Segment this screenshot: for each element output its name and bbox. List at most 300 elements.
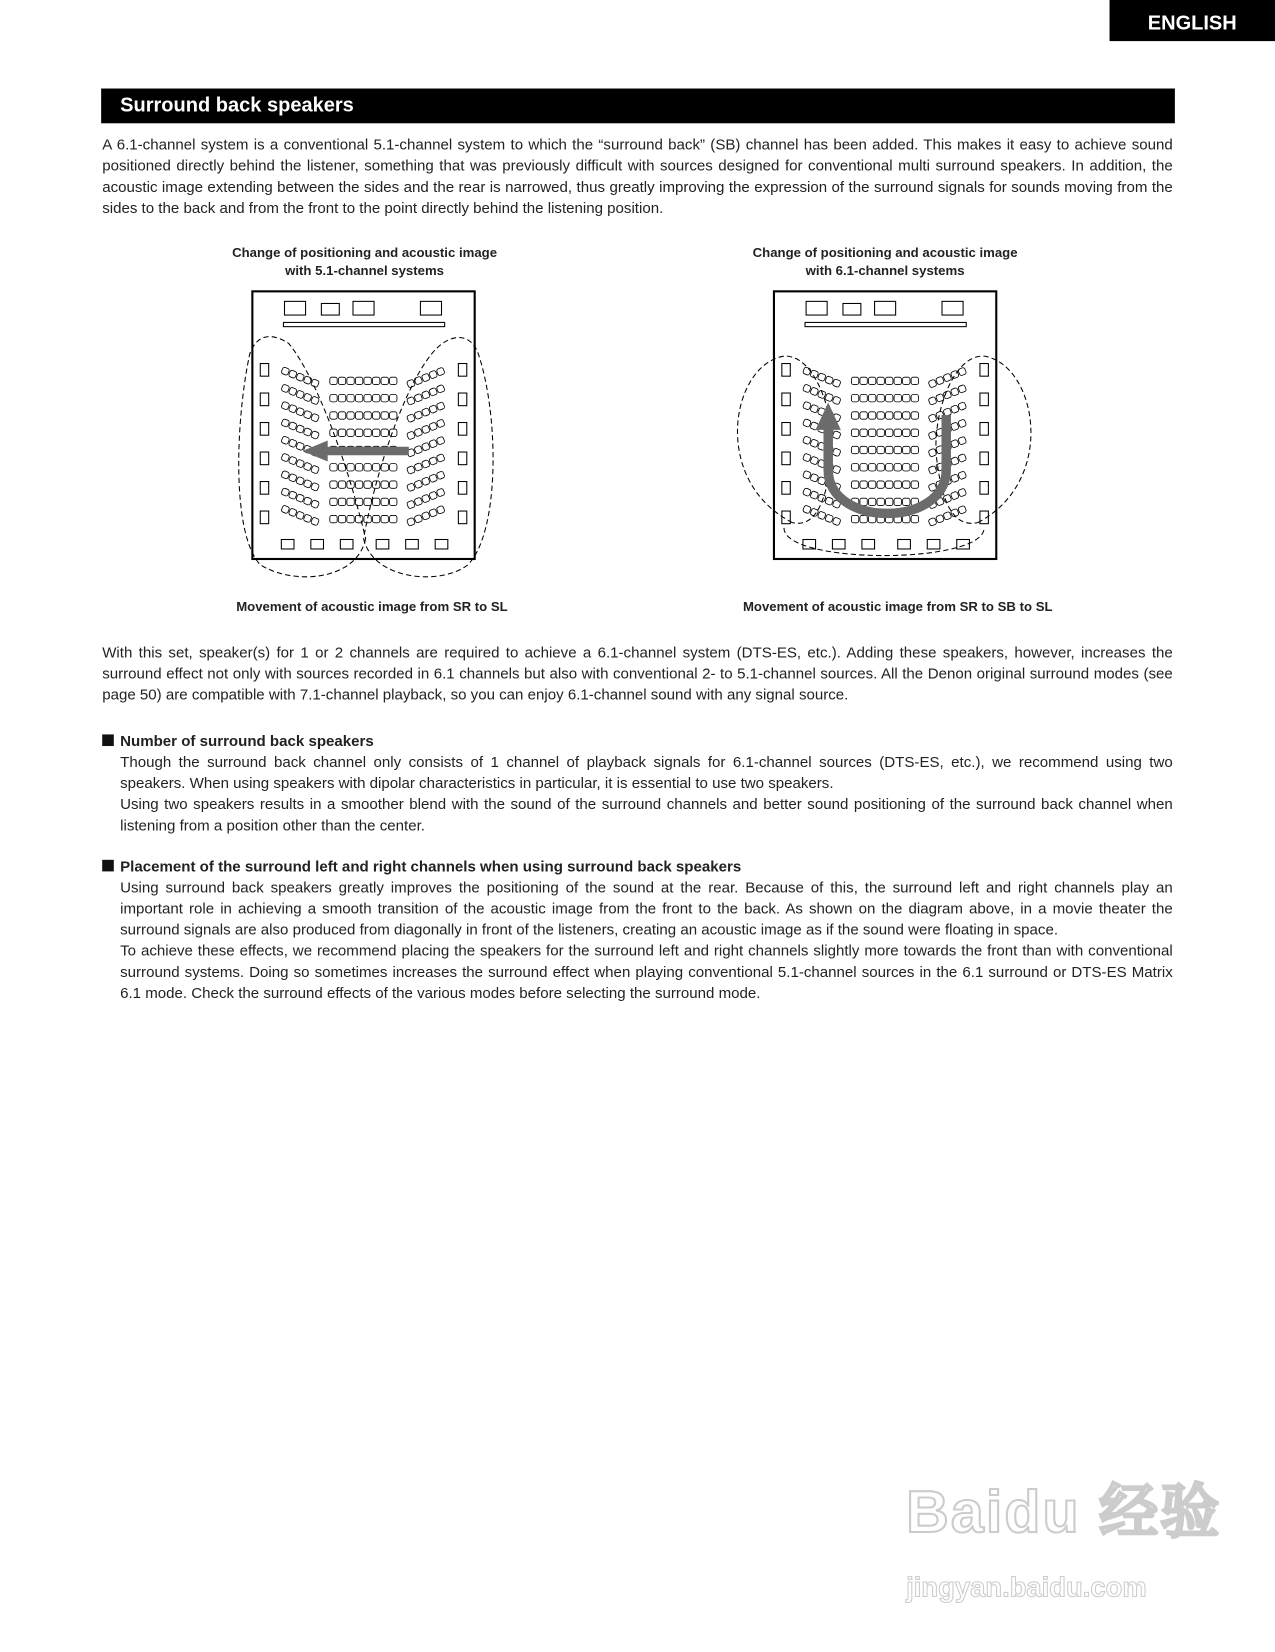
seat-icon bbox=[364, 377, 371, 384]
seat-icon bbox=[281, 367, 290, 376]
surround-left-speaker-icon bbox=[782, 393, 790, 406]
seat-icon bbox=[825, 514, 834, 523]
section-heading-text: Placement of the surround left and right channels when using surround back speakers bbox=[120, 858, 742, 876]
seat-icon bbox=[810, 491, 819, 500]
seat-icon bbox=[288, 439, 297, 448]
seat-icon bbox=[810, 473, 819, 482]
seat-icon bbox=[421, 494, 430, 503]
surround-right-speaker-icon bbox=[980, 482, 988, 495]
surround-left-speaker-icon bbox=[260, 364, 268, 377]
seat-icon bbox=[911, 515, 918, 522]
seat-icon bbox=[851, 395, 858, 402]
seat-icon bbox=[414, 445, 423, 454]
seat-icon bbox=[381, 395, 388, 402]
seat-row-left bbox=[802, 436, 841, 457]
seat-icon bbox=[877, 429, 884, 436]
seat-icon bbox=[296, 425, 305, 434]
seat-icon bbox=[281, 488, 290, 497]
surround-right-speaker-icon bbox=[980, 452, 988, 465]
diagram-caption-51: Movement of acoustic image from SR to SL bbox=[236, 599, 508, 615]
seat-row-left bbox=[281, 401, 320, 422]
seat-icon bbox=[894, 464, 901, 471]
surround-right-speaker-icon bbox=[458, 423, 466, 436]
seat-icon bbox=[877, 481, 884, 488]
seat-icon bbox=[958, 419, 967, 428]
seat-icon bbox=[903, 498, 910, 505]
seat-icon bbox=[911, 446, 918, 453]
seat-icon bbox=[903, 429, 910, 436]
seat-icon bbox=[381, 412, 388, 419]
seat-icon bbox=[372, 395, 379, 402]
seat-icon bbox=[390, 481, 397, 488]
seat-icon bbox=[355, 412, 362, 419]
seat-icon bbox=[364, 395, 371, 402]
diagram-title-line: with 6.1-channel systems bbox=[805, 263, 965, 279]
seat-icon bbox=[347, 429, 354, 436]
seat-icon bbox=[851, 377, 858, 384]
seat-icon bbox=[303, 393, 312, 402]
seat-icon bbox=[406, 483, 415, 492]
seat-icon bbox=[311, 431, 320, 440]
seat-icon bbox=[825, 376, 834, 385]
screen bbox=[283, 322, 444, 326]
seat-icon bbox=[903, 377, 910, 384]
seat-icon bbox=[288, 422, 297, 431]
seat-row-left bbox=[281, 367, 320, 388]
seat-icon bbox=[868, 498, 875, 505]
seat-icon bbox=[886, 412, 893, 419]
front-speaker-icon bbox=[843, 303, 861, 315]
surround-left-speaker-icon bbox=[260, 423, 268, 436]
surround-right-speaker-icon bbox=[980, 393, 988, 406]
seat-icon bbox=[390, 498, 397, 505]
intro-paragraph bbox=[102, 135, 1173, 219]
seat-icon bbox=[810, 404, 819, 413]
front-speaker-icon bbox=[321, 303, 339, 315]
seat-icon bbox=[390, 412, 397, 419]
seat-icon bbox=[338, 429, 345, 436]
seat-icon bbox=[338, 515, 345, 522]
rear-speaker-icon bbox=[927, 539, 940, 548]
seat-icon bbox=[911, 464, 918, 471]
seat-icon bbox=[296, 442, 305, 451]
seat-icon bbox=[347, 464, 354, 471]
seat-icon bbox=[355, 395, 362, 402]
seat-icon bbox=[894, 412, 901, 419]
seat-icon bbox=[928, 466, 937, 475]
seat-icon bbox=[877, 412, 884, 419]
rear-speaker-icon bbox=[957, 539, 970, 548]
seat-icon bbox=[281, 453, 290, 462]
seat-icon bbox=[414, 428, 423, 437]
seat-icon bbox=[347, 395, 354, 402]
seat-icon bbox=[802, 505, 811, 514]
seat-icon bbox=[406, 431, 415, 440]
seat-icon bbox=[288, 404, 297, 413]
seat-icon bbox=[950, 422, 959, 431]
seat-icon bbox=[851, 481, 858, 488]
seat-icon bbox=[886, 464, 893, 471]
seat-icon bbox=[810, 456, 819, 465]
seat-icon bbox=[296, 494, 305, 503]
seat-icon bbox=[851, 429, 858, 436]
seat-icon bbox=[851, 446, 858, 453]
seat-row-right bbox=[928, 367, 967, 388]
seat-icon bbox=[436, 505, 445, 514]
seat-icon bbox=[421, 460, 430, 469]
seat-icon bbox=[802, 419, 811, 428]
seat-icon bbox=[868, 481, 875, 488]
section-paragraph: To achieve these effects, we recommend placing the speakers for the surround left and right channels slightly more towards the front than with conventional surround systems. Doing so sometimes increases the surround effect when playing conventional 5.1-channel sources in the 6.1 surround or DTS-ES Matrix 6.1 mode. Check the surround effects of the various modes before selecting the surround mode. bbox=[120, 943, 1173, 1003]
seat-icon bbox=[958, 488, 967, 497]
seat-icon bbox=[338, 377, 345, 384]
seat-icon bbox=[894, 446, 901, 453]
seat-icon bbox=[381, 429, 388, 436]
seat-icon bbox=[421, 425, 430, 434]
seat-icon bbox=[911, 377, 918, 384]
seat-row-right bbox=[928, 505, 967, 526]
seat-icon bbox=[436, 488, 445, 497]
seat-icon bbox=[802, 384, 811, 393]
seat-icon bbox=[381, 515, 388, 522]
section-paragraph: Though the surround back channel only consists of 1 channel of playback signals for 6.1-channel sources (DTS-ES, etc.), we recommend using two speakers. When using speakers with dipolar characteristics in particular, it is essential to use two speakers. bbox=[120, 754, 1173, 793]
seat-icon bbox=[958, 436, 967, 445]
seat-icon bbox=[943, 390, 952, 399]
seat-icon bbox=[832, 396, 841, 405]
seat-icon bbox=[372, 515, 379, 522]
seat-icon bbox=[958, 454, 967, 463]
seat-icon bbox=[288, 456, 297, 465]
seat-icon bbox=[281, 470, 290, 479]
seat-icon bbox=[886, 446, 893, 453]
seat-row-right bbox=[406, 402, 445, 423]
seat-icon bbox=[364, 412, 371, 419]
surround-left-speaker-icon bbox=[260, 511, 268, 524]
square-bullet-icon bbox=[102, 734, 114, 746]
seat-icon bbox=[886, 481, 893, 488]
seat-icon bbox=[802, 470, 811, 479]
surround-right-speaker-icon bbox=[980, 364, 988, 377]
seat-icon bbox=[868, 446, 875, 453]
seat-icon bbox=[868, 464, 875, 471]
seat-icon bbox=[303, 462, 312, 471]
seat-icon bbox=[330, 498, 337, 505]
seat-icon bbox=[436, 384, 445, 393]
seat-icon bbox=[429, 439, 438, 448]
seat-icon bbox=[296, 511, 305, 520]
seat-icon bbox=[868, 429, 875, 436]
section-heading bbox=[102, 857, 1173, 878]
seat-icon bbox=[877, 446, 884, 453]
rear-speaker-icon bbox=[376, 539, 389, 548]
seat-row-left bbox=[281, 384, 320, 405]
front-speaker-icon bbox=[806, 301, 827, 315]
seat-row-right bbox=[406, 367, 445, 388]
diagrams-area bbox=[102, 244, 1173, 619]
seat-icon bbox=[421, 390, 430, 399]
seat-icon bbox=[414, 463, 423, 472]
seat-icon bbox=[296, 373, 305, 382]
paragraph-2 bbox=[102, 643, 1173, 706]
seat-icon bbox=[911, 481, 918, 488]
seat-icon bbox=[372, 412, 379, 419]
rear-speaker-icon bbox=[281, 539, 294, 548]
seat-icon bbox=[886, 377, 893, 384]
seat-icon bbox=[421, 477, 430, 486]
diagram-caption-61: Movement of acoustic image from SR to SB to SL bbox=[742, 599, 1053, 615]
seat-row-right bbox=[406, 471, 445, 492]
seat-icon bbox=[810, 387, 819, 396]
seat-icon bbox=[406, 517, 415, 526]
watermark-url: jingyan.baidu.com bbox=[906, 1571, 1147, 1603]
rear-speaker-icon bbox=[898, 539, 911, 548]
seat-icon bbox=[943, 511, 952, 520]
seat-icon bbox=[421, 373, 430, 382]
surround-left-speaker-icon bbox=[260, 393, 268, 406]
seat-icon bbox=[364, 481, 371, 488]
seat-icon bbox=[414, 393, 423, 402]
seat-icon bbox=[414, 497, 423, 506]
seat-icon bbox=[296, 390, 305, 399]
seat-icon bbox=[832, 448, 841, 457]
seat-icon bbox=[877, 377, 884, 384]
seat-icon bbox=[281, 419, 290, 428]
theater-diagram-51 bbox=[252, 291, 475, 560]
seat-icon bbox=[868, 412, 875, 419]
seat-icon bbox=[928, 517, 937, 526]
seat-icon bbox=[935, 376, 944, 385]
seat-icon bbox=[894, 429, 901, 436]
rear-speaker-icon bbox=[435, 539, 448, 548]
seat-icon bbox=[355, 481, 362, 488]
diagram-title-line: Change of positioning and acoustic image bbox=[232, 245, 498, 261]
seat-icon bbox=[372, 429, 379, 436]
seat-icon bbox=[950, 387, 959, 396]
seat-icon bbox=[832, 517, 841, 526]
seat-icon bbox=[851, 464, 858, 471]
seat-icon bbox=[958, 367, 967, 376]
seat-icon bbox=[364, 498, 371, 505]
seat-icon bbox=[436, 436, 445, 445]
surround-right-speaker-icon bbox=[980, 423, 988, 436]
seat-icon bbox=[421, 408, 430, 417]
seat-icon bbox=[928, 379, 937, 388]
seat-icon bbox=[950, 491, 959, 500]
seat-icon bbox=[903, 412, 910, 419]
seat-icon bbox=[436, 367, 445, 376]
seat-icon bbox=[877, 464, 884, 471]
diagram-title-line: with 5.1-channel systems bbox=[285, 263, 445, 279]
seat-icon bbox=[429, 405, 438, 414]
surround-right-speaker-icon bbox=[458, 393, 466, 406]
rear-speaker-icon bbox=[862, 539, 875, 548]
seat-icon bbox=[311, 413, 320, 422]
seat-icon bbox=[943, 373, 952, 382]
front-speaker-icon bbox=[353, 301, 374, 315]
seat-icon bbox=[802, 453, 811, 462]
seat-icon bbox=[950, 457, 959, 466]
seat-icon bbox=[868, 377, 875, 384]
seat-icon bbox=[911, 412, 918, 419]
seat-icon bbox=[364, 429, 371, 436]
seat-icon bbox=[860, 412, 867, 419]
seat-icon bbox=[281, 384, 290, 393]
seat-icon bbox=[886, 429, 893, 436]
seat-icon bbox=[429, 491, 438, 500]
seat-icon bbox=[303, 479, 312, 488]
seat-icon bbox=[950, 439, 959, 448]
seat-icon bbox=[436, 454, 445, 463]
seat-icon bbox=[429, 474, 438, 483]
seat-icon bbox=[928, 396, 937, 405]
seat-icon bbox=[414, 411, 423, 420]
screen bbox=[805, 322, 966, 326]
seat-icon bbox=[390, 377, 397, 384]
seat-row-left bbox=[281, 453, 320, 474]
surround-left-speaker-icon bbox=[260, 482, 268, 495]
seat-icon bbox=[860, 446, 867, 453]
seat-icon bbox=[311, 500, 320, 509]
seat-icon bbox=[406, 500, 415, 509]
theater-diagram-61 bbox=[773, 291, 996, 560]
seat-icon bbox=[281, 436, 290, 445]
seat-icon bbox=[281, 505, 290, 514]
surround-right-speaker-icon bbox=[458, 364, 466, 377]
surround-right-speaker-icon bbox=[458, 452, 466, 465]
seat-icon bbox=[903, 481, 910, 488]
seat-icon bbox=[886, 395, 893, 402]
seat-icon bbox=[355, 429, 362, 436]
seat-icon bbox=[311, 396, 320, 405]
seat-icon bbox=[303, 514, 312, 523]
seat-icon bbox=[390, 515, 397, 522]
seat-icon bbox=[330, 464, 337, 471]
seat-icon bbox=[421, 442, 430, 451]
seat-icon bbox=[406, 379, 415, 388]
seat-icon bbox=[347, 515, 354, 522]
seat-icon bbox=[429, 422, 438, 431]
seat-icon bbox=[877, 395, 884, 402]
front-speaker-icon bbox=[284, 301, 305, 315]
seat-icon bbox=[338, 498, 345, 505]
seat-icon bbox=[903, 464, 910, 471]
seat-icon bbox=[928, 414, 937, 423]
seat-icon bbox=[303, 497, 312, 506]
seat-icon bbox=[381, 498, 388, 505]
seat-icon bbox=[355, 377, 362, 384]
seat-icon bbox=[825, 393, 834, 402]
seat-row-right bbox=[406, 419, 445, 440]
seat-row-left bbox=[802, 505, 841, 526]
seat-icon bbox=[429, 457, 438, 466]
seat-icon bbox=[436, 419, 445, 428]
seat-icon bbox=[928, 431, 937, 440]
seat-icon bbox=[372, 498, 379, 505]
seat-icon bbox=[860, 481, 867, 488]
rear-speaker-icon bbox=[832, 539, 845, 548]
diagram-title-61 bbox=[717, 244, 1054, 280]
seat-row-left bbox=[281, 470, 320, 491]
seat-icon bbox=[911, 429, 918, 436]
seat-icon bbox=[894, 481, 901, 488]
seat-icon bbox=[364, 464, 371, 471]
surround-left-speaker-icon bbox=[260, 452, 268, 465]
seat-icon bbox=[894, 498, 901, 505]
seat-icon bbox=[903, 395, 910, 402]
seat-row-left bbox=[802, 453, 841, 474]
seat-icon bbox=[802, 488, 811, 497]
seat-icon bbox=[832, 379, 841, 388]
seat-icon bbox=[802, 436, 811, 445]
seat-icon bbox=[390, 429, 397, 436]
rear-speaker-icon bbox=[406, 539, 419, 548]
seat-icon bbox=[311, 465, 320, 474]
seat-icon bbox=[303, 410, 312, 419]
seat-icon bbox=[330, 412, 337, 419]
surround-left-speaker-icon bbox=[782, 482, 790, 495]
seat-row-left bbox=[281, 505, 320, 526]
surround-right-speaker-icon bbox=[458, 482, 466, 495]
front-speaker-icon bbox=[942, 301, 963, 315]
seat-icon bbox=[421, 511, 430, 520]
seat-icon bbox=[802, 401, 811, 410]
seat-icon bbox=[330, 515, 337, 522]
seat-icon bbox=[406, 396, 415, 405]
seat-icon bbox=[288, 473, 297, 482]
seat-icon bbox=[406, 466, 415, 475]
seat-row-right bbox=[406, 384, 445, 405]
section-paragraph: Using surround back speakers greatly improves the positioning of the sound at the rear. Because of this, the surround left and right channels play an important role in achieving a smooth transition of the acoustic image from the front to the back. As shown on the diagram above, in a movie theater the surround signals are also produced from diagonally in front of the listeners, creating an acoustic image as if the sound were floating in space. bbox=[120, 879, 1173, 939]
seat-icon bbox=[303, 428, 312, 437]
seat-icon bbox=[832, 431, 841, 440]
diagram-title-51 bbox=[196, 244, 533, 280]
seat-icon bbox=[935, 514, 944, 523]
square-bullet-icon bbox=[102, 860, 114, 872]
section-title: Surround back speakers bbox=[101, 89, 1175, 124]
seat-icon bbox=[958, 505, 967, 514]
watermark-logo: Baidu 经验 bbox=[906, 1478, 1222, 1545]
seat-icon bbox=[429, 370, 438, 379]
seat-icon bbox=[950, 474, 959, 483]
seat-icon bbox=[911, 395, 918, 402]
seat-icon bbox=[311, 379, 320, 388]
seat-icon bbox=[825, 497, 834, 506]
seat-icon bbox=[414, 480, 423, 489]
seat-icon bbox=[950, 405, 959, 414]
seat-row-left bbox=[281, 419, 320, 440]
seat-icon bbox=[817, 511, 826, 520]
seat-icon bbox=[810, 439, 819, 448]
seat-icon bbox=[311, 517, 320, 526]
rear-speaker-icon bbox=[311, 539, 324, 548]
seat-icon bbox=[372, 464, 379, 471]
seat-icon bbox=[436, 471, 445, 480]
seat-icon bbox=[381, 481, 388, 488]
seat-icon bbox=[877, 498, 884, 505]
seat-icon bbox=[958, 384, 967, 393]
seat-row-left bbox=[281, 488, 320, 509]
paragraph-2-text: With this set, speaker(s) for 1 or 2 channels are required to achieve a 6.1-channel system (DTS-ES, etc.). Adding these speakers, however, increases the surround effect not only with sources recorded in 6.1 channels but also with conventional 2- to 5.1-channel sources. All the Denon original surround modes (see page 50) are compatible with 7.1-channel playback, so you can enjoy 6.1-channel sound with any signal source. bbox=[102, 644, 1173, 704]
rear-speaker-icon bbox=[340, 539, 353, 548]
section-paragraph: Using two speakers results in a smoother blend with the sound of the surround channels and better sound positioning of the surround back channel when listening from a position other than the center. bbox=[120, 796, 1173, 835]
section-heading-text: Number of surround back speakers bbox=[120, 733, 374, 751]
seat-icon bbox=[347, 377, 354, 384]
seat-icon bbox=[381, 377, 388, 384]
seat-row-right bbox=[406, 488, 445, 509]
seat-icon bbox=[372, 377, 379, 384]
baidu-watermark bbox=[906, 1465, 1222, 1623]
seat-row-right bbox=[406, 454, 445, 475]
